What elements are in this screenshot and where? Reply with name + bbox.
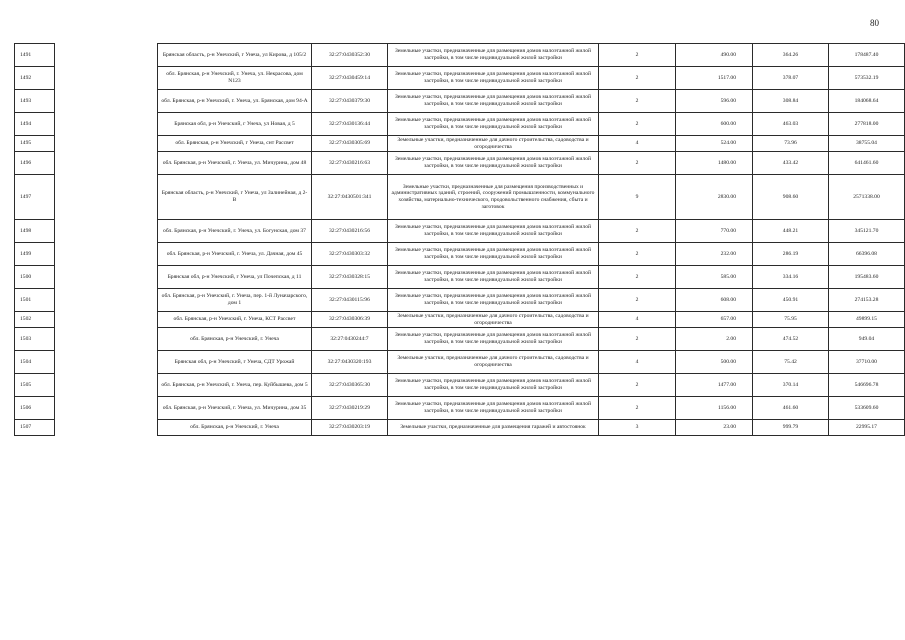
cadastral-number-cell: 32:27:0430365:30 <box>312 374 388 397</box>
cadastral-value-cell: 546696.78 <box>829 374 905 397</box>
area-cell: 1517.00 <box>676 67 753 90</box>
use-group-cell: 2 <box>599 243 676 266</box>
land-use-cell: Земельные участки, предназначенные для размещения домов малоэтажной жилой застройки, в том числе индивидуальной жилой застройки <box>388 397 599 420</box>
table-row <box>15 175 905 220</box>
address-cell: Брянская обл, р-н Унечский, г Унеча, ул Почепская, д 11 <box>158 266 312 289</box>
specific-value-cell: 370.14 <box>753 374 829 397</box>
land-use-cell: Земельные участки, предназначенные для размещения домов малоэтажной жилой застройки, в том числе индивидуальной жилой застройки <box>388 152 599 175</box>
use-group-cell: 2 <box>599 266 676 289</box>
land-use-cell: Земельные участки, предназначенные для дачного строительства, садоводства и огородничества <box>388 312 599 328</box>
blank-cell <box>55 289 158 312</box>
area-cell: 2.00 <box>676 328 753 351</box>
use-group-cell: 2 <box>599 397 676 420</box>
cadastral-number-cell: 32:27:0430379:30 <box>312 90 388 113</box>
row-number-cell: 1501 <box>15 289 55 312</box>
row-number-cell: 1494 <box>15 113 55 136</box>
cadastral-number-cell: 32:27:0430320:193 <box>312 351 388 374</box>
cadastral-number-cell: 32:27:0430305:69 <box>312 136 388 152</box>
row-number-cell: 1503 <box>15 328 55 351</box>
address-cell: обл. Брянская, р-н Унечский, г. Унеча, КСТ Рассвет <box>158 312 312 328</box>
table-row <box>15 312 905 328</box>
specific-value-cell: 474.52 <box>753 328 829 351</box>
area-cell: 600.00 <box>676 113 753 136</box>
blank-cell <box>55 136 158 152</box>
cadastral-value-cell: 277818.00 <box>829 113 905 136</box>
specific-value-cell: 75.95 <box>753 312 829 328</box>
address-cell: обл. Брянская, р-н Унечский, г. Унеча, ул. Некрасова, дом N123 <box>158 67 312 90</box>
blank-cell <box>55 175 158 220</box>
table-row <box>15 266 905 289</box>
use-group-cell: 2 <box>599 220 676 243</box>
land-use-cell: Земельные участки, предназначенные для дачного строительства, садоводства и огородничества <box>388 351 599 374</box>
row-number-cell: 1496 <box>15 152 55 175</box>
address-cell: обл. Брянская, р-н Унечский, г Унеча, снт Рассвет <box>158 136 312 152</box>
specific-value-cell: 364.26 <box>753 44 829 67</box>
cadastral-number-cell: 32:27:0430352:30 <box>312 44 388 67</box>
table-row <box>15 113 905 136</box>
land-use-cell: Земельные участки, предназначенные для дачного строительства, садоводства и огородничества <box>388 136 599 152</box>
cadastral-number-cell: 32:27:0430115:96 <box>312 289 388 312</box>
row-number-cell: 1500 <box>15 266 55 289</box>
cadastral-number-cell: 32:27:0430328:15 <box>312 266 388 289</box>
table-body <box>15 44 905 436</box>
table-row <box>15 220 905 243</box>
land-use-cell: Земельные участки, предназначенные для размещения домов малоэтажной жилой застройки, в том числе индивидуальной жилой застройки <box>388 289 599 312</box>
blank-cell <box>55 44 158 67</box>
row-number-cell: 1497 <box>15 175 55 220</box>
cadastral-value-table <box>14 43 905 436</box>
blank-cell <box>55 328 158 351</box>
use-group-cell: 9 <box>599 175 676 220</box>
address-cell: обл. Брянская, р-н Унечский, г. Унеча, ул. Мичурина, дом 48 <box>158 152 312 175</box>
table-row <box>15 351 905 374</box>
blank-cell <box>55 243 158 266</box>
cadastral-value-cell: 178487.40 <box>829 44 905 67</box>
table-row <box>15 136 905 152</box>
specific-value-cell: 433.42 <box>753 152 829 175</box>
address-cell: обл. Брянская, р-н Унечский, г. Унеча, пер. Куйбышева, дом 5 <box>158 374 312 397</box>
blank-cell <box>55 312 158 328</box>
area-cell: 524.00 <box>676 136 753 152</box>
cadastral-number-cell: 32:27:0430203:19 <box>312 420 388 436</box>
use-group-cell: 2 <box>599 289 676 312</box>
use-group-cell: 2 <box>599 90 676 113</box>
blank-cell <box>55 374 158 397</box>
cadastral-value-cell: 195483.60 <box>829 266 905 289</box>
address-cell: обл. Брянская, р-н Унечский, г. Унеча, ул. Мичурина, дом 35 <box>158 397 312 420</box>
use-group-cell: 4 <box>599 136 676 152</box>
row-number-cell: 1492 <box>15 67 55 90</box>
specific-value-cell: 334.16 <box>753 266 829 289</box>
land-use-cell: Земельные участки, предназначенные для размещения домов малоэтажной жилой застройки, в том числе индивидуальной жилой застройки <box>388 266 599 289</box>
area-cell: 1156.00 <box>676 397 753 420</box>
blank-cell <box>55 90 158 113</box>
area-cell: 490.00 <box>676 44 753 67</box>
use-group-cell: 2 <box>599 44 676 67</box>
row-number-cell: 1499 <box>15 243 55 266</box>
use-group-cell: 2 <box>599 152 676 175</box>
blank-cell <box>55 420 158 436</box>
address-cell: Брянская обл, р-н Унечский, г Унеча, ул Новая, д 5 <box>158 113 312 136</box>
use-group-cell: 4 <box>599 312 676 328</box>
cadastral-value-cell: 66396.08 <box>829 243 905 266</box>
address-cell: обл. Брянская, р-н Унечский, г. Унеча, пер. 1-й Луначарского, дом 1 <box>158 289 312 312</box>
address-cell: обл. Брянская, р-н Унечский, г. Унеча <box>158 328 312 351</box>
table-row <box>15 90 905 113</box>
table-row <box>15 152 905 175</box>
specific-value-cell: 308.84 <box>753 90 829 113</box>
area-cell: 232.00 <box>676 243 753 266</box>
cadastral-value-cell: 949.04 <box>829 328 905 351</box>
cadastral-value-cell: 2571338.00 <box>829 175 905 220</box>
specific-value-cell: 448.21 <box>753 220 829 243</box>
address-cell: Брянская область, р-н Унечский, г Унеча, ул Залинейная, д 2-В <box>158 175 312 220</box>
cadastral-value-cell: 49899.15 <box>829 312 905 328</box>
area-cell: 2830.00 <box>676 175 753 220</box>
use-group-cell: 2 <box>599 328 676 351</box>
land-use-cell: Земельные участки, предназначенные для размещения домов малоэтажной жилой застройки, в том числе индивидуальной жилой застройки <box>388 90 599 113</box>
area-cell: 770.00 <box>676 220 753 243</box>
cadastral-number-cell: 32:27:0430244:7 <box>312 328 388 351</box>
cadastral-value-cell: 641461.60 <box>829 152 905 175</box>
land-use-cell: Земельные участки, предназначенные для размещения гаражей и автостоянок <box>388 420 599 436</box>
row-number-cell: 1495 <box>15 136 55 152</box>
address-cell: обл. Брянская, р-н Унечский, г. Унеча, ул. Богунская, дом 37 <box>158 220 312 243</box>
specific-value-cell: 463.03 <box>753 113 829 136</box>
table-row <box>15 44 905 67</box>
land-use-cell: Земельные участки, предназначенные для размещения домов малоэтажной жилой застройки, в том числе индивидуальной жилой застройки <box>388 67 599 90</box>
specific-value-cell: 450.91 <box>753 289 829 312</box>
row-number-cell: 1507 <box>15 420 55 436</box>
area-cell: 500.00 <box>676 351 753 374</box>
table-row <box>15 397 905 420</box>
cadastral-value-cell: 533609.60 <box>829 397 905 420</box>
blank-cell <box>55 113 158 136</box>
table-row <box>15 289 905 312</box>
area-cell: 585.00 <box>676 266 753 289</box>
cadastral-value-cell: 22995.17 <box>829 420 905 436</box>
cadastral-number-cell: 32:27:0430459:14 <box>312 67 388 90</box>
table-row <box>15 374 905 397</box>
land-use-cell: Земельные участки, предназначенные для размещения домов малоэтажной жилой застройки, в том числе индивидуальной жилой застройки <box>388 44 599 67</box>
cadastral-value-cell: 274153.28 <box>829 289 905 312</box>
use-group-cell: 3 <box>599 420 676 436</box>
use-group-cell: 2 <box>599 374 676 397</box>
row-number-cell: 1491 <box>15 44 55 67</box>
area-cell: 1477.00 <box>676 374 753 397</box>
specific-value-cell: 461.60 <box>753 397 829 420</box>
row-number-cell: 1502 <box>15 312 55 328</box>
cadastral-value-cell: 345121.70 <box>829 220 905 243</box>
blank-cell <box>55 266 158 289</box>
specific-value-cell: 73.96 <box>753 136 829 152</box>
address-cell: Брянская область, р-н Унечский, г Унеча, ул Кирова, д 105/2 <box>158 44 312 67</box>
area-cell: 657.00 <box>676 312 753 328</box>
row-number-cell: 1493 <box>15 90 55 113</box>
land-use-cell: Земельные участки, предназначенные для размещения домов малоэтажной жилой застройки, в том числе индивидуальной жилой застройки <box>388 328 599 351</box>
table-row <box>15 67 905 90</box>
land-use-cell: Земельные участки, предназначенные для размещения домов малоэтажной жилой застройки, в том числе индивидуальной жилой застройки <box>388 113 599 136</box>
use-group-cell: 2 <box>599 113 676 136</box>
table-row <box>15 328 905 351</box>
row-number-cell: 1504 <box>15 351 55 374</box>
blank-cell <box>55 67 158 90</box>
specific-value-cell: 286.19 <box>753 243 829 266</box>
address-cell: обл. Брянская, р-н Унечский, г. Унеча, ул. Дачная, дом 45 <box>158 243 312 266</box>
blank-cell <box>55 220 158 243</box>
table-row <box>15 243 905 266</box>
cadastral-value-cell: 573532.19 <box>829 67 905 90</box>
blank-cell <box>55 397 158 420</box>
blank-cell <box>55 351 158 374</box>
area-cell: 608.00 <box>676 289 753 312</box>
land-use-cell: Земельные участки, предназначенные для размещения домов малоэтажной жилой застройки, в том числе индивидуальной жилой застройки <box>388 243 599 266</box>
table-row <box>15 420 905 436</box>
cadastral-number-cell: 32:27:0430216:56 <box>312 220 388 243</box>
specific-value-cell: 908.60 <box>753 175 829 220</box>
land-use-cell: Земельные участки, предназначенные для размещения домов малоэтажной жилой застройки, в том числе индивидуальной жилой застройки <box>388 374 599 397</box>
address-cell: Брянская обл, р-н Унечский, г Унеча, СДТ Урожай <box>158 351 312 374</box>
address-cell: обл. Брянская, р-н Унечский, г. Унеча <box>158 420 312 436</box>
specific-value-cell: 75.42 <box>753 351 829 374</box>
cadastral-number-cell: 32:27:0430501:341 <box>312 175 388 220</box>
blank-cell <box>55 152 158 175</box>
area-cell: 596.00 <box>676 90 753 113</box>
specific-value-cell: 378.07 <box>753 67 829 90</box>
cadastral-number-cell: 32:27:0430219:29 <box>312 397 388 420</box>
area-cell: 1480.00 <box>676 152 753 175</box>
address-cell: обл. Брянская, р-н Унечский, г. Унеча, ул. Брянская, дом 94-А <box>158 90 312 113</box>
cadastral-number-cell: 32:27:0430303:32 <box>312 243 388 266</box>
row-number-cell: 1506 <box>15 397 55 420</box>
row-number-cell: 1498 <box>15 220 55 243</box>
cadastral-value-cell: 37710.00 <box>829 351 905 374</box>
cadastral-value-cell: 38755.04 <box>829 136 905 152</box>
area-cell: 23.00 <box>676 420 753 436</box>
cadastral-value-cell: 184068.64 <box>829 90 905 113</box>
row-number-cell: 1505 <box>15 374 55 397</box>
use-group-cell: 4 <box>599 351 676 374</box>
cadastral-number-cell: 32:27:0430306:39 <box>312 312 388 328</box>
land-use-cell: Земельные участки, предназначенные для размещения производственных и административных зданий, строений, сооружений промышленности, коммунального хозяйства, материально-технического, продовольственного снабжения, сбыта и заготовок <box>388 175 599 220</box>
specific-value-cell: 999.79 <box>753 420 829 436</box>
page-number: 80 <box>870 18 879 28</box>
cadastral-number-cell: 32:27:0430216:63 <box>312 152 388 175</box>
land-use-cell: Земельные участки, предназначенные для размещения домов малоэтажной жилой застройки, в том числе индивидуальной жилой застройки <box>388 220 599 243</box>
use-group-cell: 2 <box>599 67 676 90</box>
cadastral-number-cell: 32:27:0430136:44 <box>312 113 388 136</box>
